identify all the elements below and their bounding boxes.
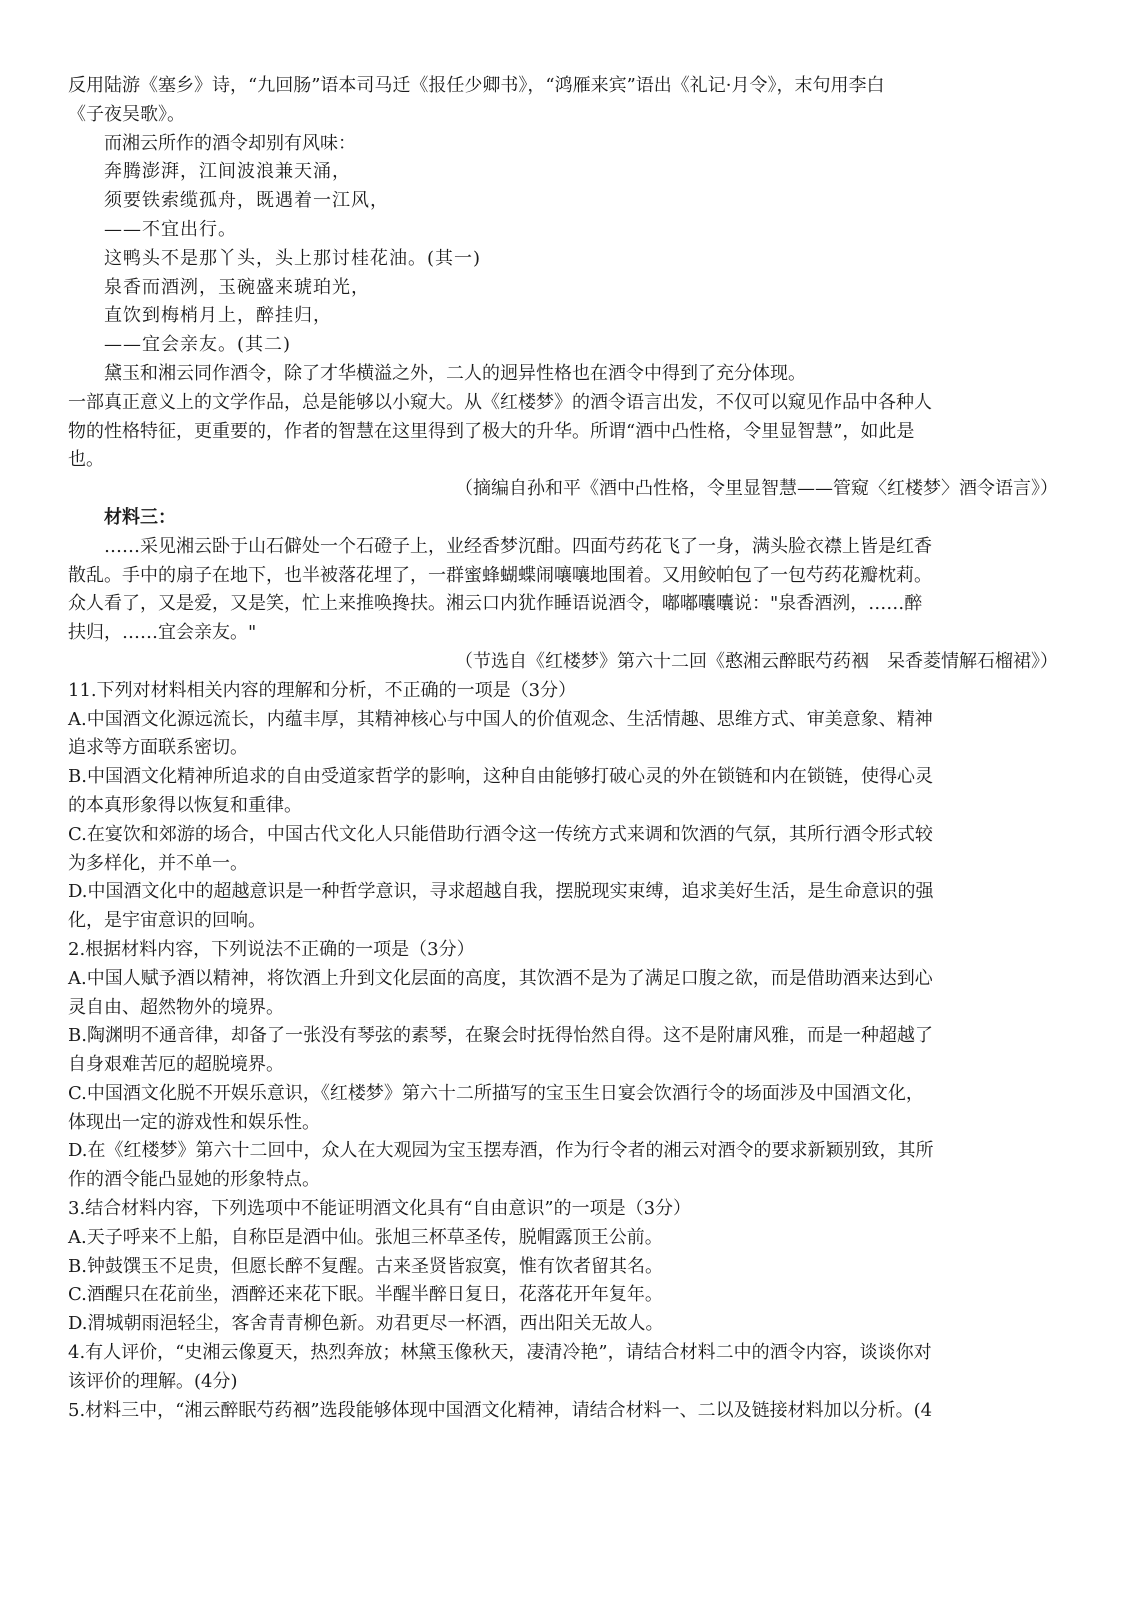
poem-line: 泉香而酒洌，玉碗盛来琥珀光， bbox=[104, 276, 370, 298]
answer-option: B.中国酒文化精神所追求的自由受道家哲学的影响，这种自由能够打破心灵的外在锁链和内在锁链，使得心灵 bbox=[68, 766, 933, 788]
answer-option: 追求等方面联系密切。 bbox=[68, 737, 248, 759]
paragraph-line: 众人看了，又是爱，又是笑，忙上来推唤搀扶。湘云口内犹作睡语说酒令，嘟嘟囔囔说："泉香酒洌，……醉 bbox=[68, 593, 923, 615]
poem-line: ——宜会亲友。(其二) bbox=[104, 334, 292, 356]
answer-option: C.酒醒只在花前坐，酒醉还来花下眠。半醒半醉日复日，花落花开年复年。 bbox=[68, 1284, 663, 1306]
question-stem: 3.结合材料内容，下列选项中不能证明酒文化具有“自由意识”的一项是（3分） bbox=[68, 1198, 692, 1220]
answer-option: 灵自由、超然物外的境界。 bbox=[68, 996, 284, 1018]
poem-line: 奔腾澎湃，江间波浪兼天涌， bbox=[104, 161, 351, 183]
paragraph-line: 而湘云所作的酒令却别有风味： bbox=[104, 132, 356, 154]
question-stem: 4.有人评价，“史湘云像夏天，热烈奔放；林黛玉像秋天，凄清冷艳”，请结合材料二中的酒令内容，谈谈你对 bbox=[68, 1342, 932, 1364]
answer-option: D.中国酒文化中的超越意识是一种哲学意识，寻求超越自我，摆脱现实束缚，追求美好生活，是生命意识的强 bbox=[68, 881, 934, 903]
paragraph-line: ……采见湘云卧于山石僻处一个石磴子上，业经香梦沉酣。四面芍药花飞了一身，满头脸衣襟上皆是红香 bbox=[104, 535, 932, 557]
answer-option: A.天子呼来不上船，自称臣是酒中仙。张旭三杯草圣传，脱帽露顶王公前。 bbox=[68, 1226, 663, 1248]
answer-option: 体现出一定的游戏性和娱乐性。 bbox=[68, 1111, 320, 1133]
answer-option: C.在宴饮和郊游的场合，中国古代文化人只能借助行酒令这一传统方式来调和饮酒的气氛，其所行酒令形式较 bbox=[68, 823, 933, 845]
question-stem: 5.材料三中，“湘云醉眠芍药裀”选段能够体现中国酒文化精神，请结合材料一、二以及链接材料加以分析。(4 bbox=[68, 1399, 933, 1421]
question-stem: 11.下列对材料相关内容的理解和分析，不正确的一项是（3分） bbox=[68, 679, 577, 701]
poem-line: 直饮到梅梢月上，醉挂归， bbox=[104, 305, 332, 327]
paragraph-line: 《子夜吴歌》。 bbox=[68, 103, 185, 125]
paragraph-line: 一部真正意义上的文学作品，总是能够以小窥大。从《红楼梦》的酒令语言出发，不仅可以窥见作品中各种人 bbox=[68, 391, 932, 413]
section-heading: 材料三： bbox=[104, 506, 176, 528]
answer-option: A.中国人赋予酒以精神，将饮酒上升到文化层面的高度，其饮酒不是为了满足口腹之欲，而是借助酒来达到心 bbox=[68, 967, 933, 989]
paragraph-line: 扶归，……宜会亲友。" bbox=[68, 622, 257, 644]
poem-line: 这鸭头不是那丫头，头上那讨桂花油。(其一) bbox=[104, 247, 482, 269]
answer-option: D.在《红楼梦》第六十二回中，众人在大观园为宝玉摆寿酒，作为行令者的湘云对酒令的要求新颖别致，其所 bbox=[68, 1140, 934, 1162]
poem-line: ——不宜出行。 bbox=[104, 218, 237, 240]
source-citation: （摘编自孙和平《酒中凸性格，令里显智慧——管窥〈红楼梦〉酒令语言》） bbox=[455, 478, 1058, 500]
paragraph-line: 也。 bbox=[68, 449, 104, 471]
poem-line: 须要铁索缆孤舟，既遇着一江风， bbox=[104, 190, 389, 212]
answer-option: B.陶渊明不通音律，却备了一张没有琴弦的素琴，在聚会时抚得怡然自得。这不是附庸风雅，而是一种超越了 bbox=[68, 1025, 933, 1047]
paragraph-line: 物的性格特征，更重要的，作者的智慧在这里得到了极大的升华。所谓“酒中凸性格，令里显智慧”，如此是 bbox=[68, 420, 915, 442]
source-citation: （节选自《红楼梦》第六十二回《憨湘云醉眠芍药裀 呆香菱情解石榴裙》） bbox=[455, 650, 1058, 672]
answer-option: D.渭城朝雨浥轻尘，客舍青青柳色新。劝君更尽一杯酒，西出阳关无故人。 bbox=[68, 1313, 664, 1335]
paragraph-line: 散乱。手中的扇子在地下，也半被落花埋了，一群蜜蜂蝴蝶闹嚷嚷地围着。又用鲛帕包了一包芍药花瓣枕莉。 bbox=[68, 564, 932, 586]
paragraph-line: 反用陆游《塞乡》诗，“九回肠”语本司马迁《报任少卿书》，“鸿雁来宾”语出《礼记·月令》，末句用李白 bbox=[68, 75, 885, 96]
answer-option: 的本真形象得以恢复和重律。 bbox=[68, 794, 302, 816]
question-stem: 该评价的理解。(4分) bbox=[68, 1370, 238, 1392]
answer-option: 为多样化，并不单一。 bbox=[68, 852, 248, 874]
answer-option: 作的酒令能凸显她的形象特点。 bbox=[68, 1169, 320, 1191]
paragraph-line: 黛玉和湘云同作酒令，除了才华横溢之外，二人的迥异性格也在酒令中得到了充分体现。 bbox=[104, 362, 806, 384]
answer-option: 自身艰难苦厄的超脱境界。 bbox=[68, 1054, 284, 1076]
answer-option: A.中国酒文化源远流长，内蕴丰厚，其精神核心与中国人的价值观念、生活情趣、思维方式、审美意象、精神 bbox=[68, 708, 933, 730]
question-stem: 2.根据材料内容，下列说法不正确的一项是（3分） bbox=[68, 938, 475, 960]
document-page bbox=[68, 72, 1058, 1425]
answer-option: C.中国酒文化脱不开娱乐意识，《红楼梦》第六十二所描写的宝玉生日宴会饮酒行令的场面涉及中国酒文化， bbox=[68, 1082, 924, 1104]
answer-option: 化，是宇宙意识的回响。 bbox=[68, 910, 266, 932]
answer-option: B.钟鼓馔玉不足贵，但愿长醉不复醒。古来圣贤皆寂寞，惟有饮者留其名。 bbox=[68, 1255, 663, 1277]
